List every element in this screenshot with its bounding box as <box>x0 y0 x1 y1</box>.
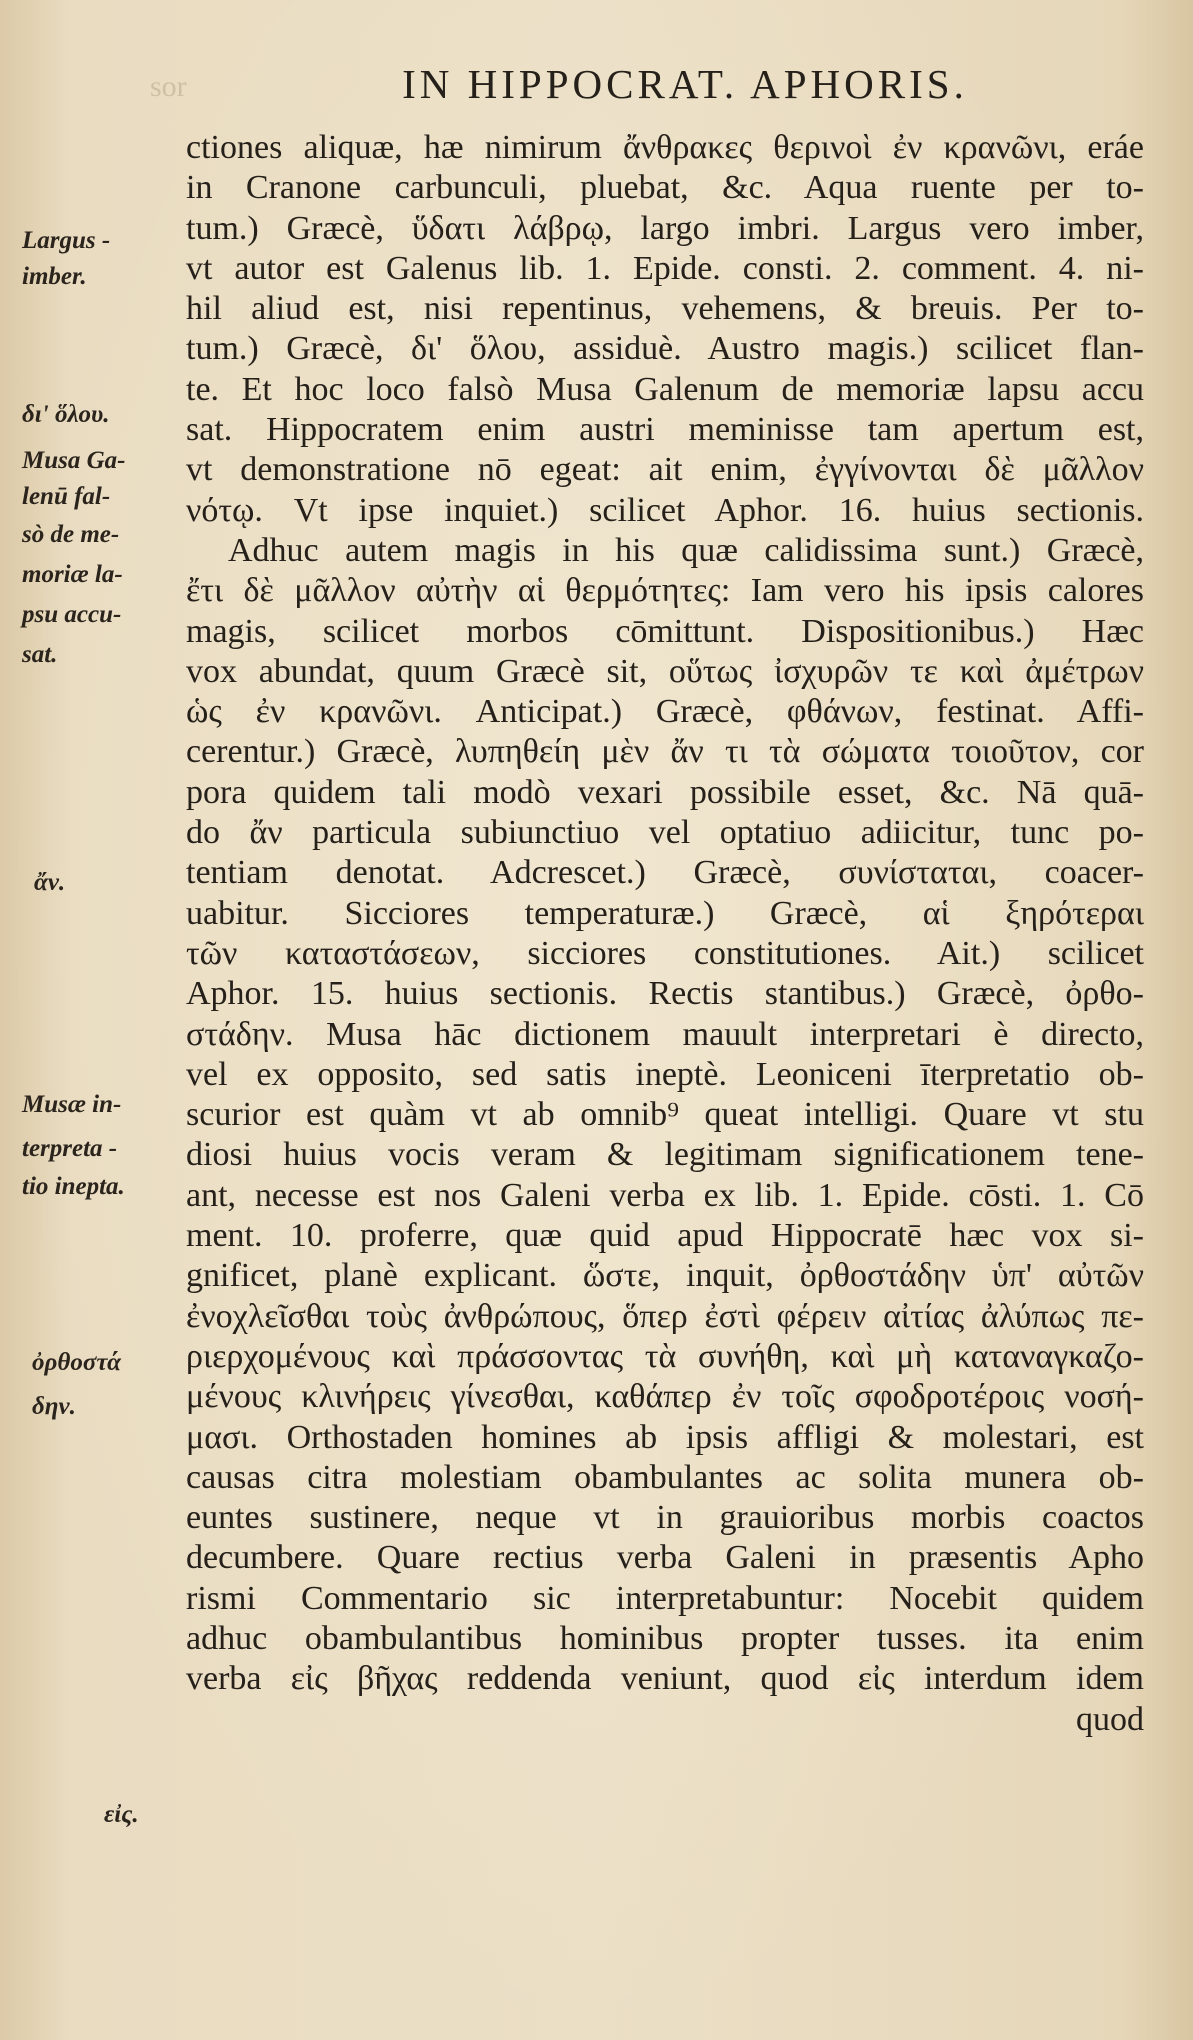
text-line: cerentur.) Græcè, λυπηθείη μὲν ἄν τι τὰ σώματα τοιοῦτον, cor <box>186 733 1144 771</box>
margin-note-di-holou: δι' ὅλου. <box>22 401 110 428</box>
catchword: quod <box>1076 1700 1144 1738</box>
text-line: vt demonstratione nō egeat: ait enim, ἐγγίνονται δὲ μᾶλλον <box>186 451 1144 489</box>
margin-note-so-de-me: sò de me- <box>22 521 120 548</box>
margin-note-largus: Largus - <box>22 227 111 254</box>
text-line: gnificet, planè explicant. ὥστε, inquit, ὀρθοστάδην ὑπ' αὐτῶν <box>186 1257 1144 1295</box>
margin-note-lenu-fal: lenū fal- <box>22 483 111 510</box>
text-line: μασι. Orthostaden homines ab ipsis affligi & molestari, est <box>186 1418 1144 1456</box>
text-line: hil aliud est, nisi repentinus, vehemens, & breuis. Per to- <box>186 290 1144 328</box>
text-line: ἐνοχλεῖσθαι τοὺς ἀνθρώπους, ὅπερ ἐστὶ φέρειν αἰτίας ἀλύπως πε- <box>186 1297 1144 1335</box>
text-line: adhuc obambulantibus hominibus propter tusses. ita enim <box>186 1619 1144 1657</box>
text-line: sat. Hippocratem enim austri meminisse tam apertum est, <box>186 411 1144 449</box>
text-line: Adhuc autem magis in his quæ calidissima sunt.) Græcè, <box>228 531 1144 569</box>
text-line: ant, necesse est nos Galeni verba ex lib. 1. Epide. cōsti. 1. Cō <box>186 1176 1144 1214</box>
text-line: τῶν καταστάσεων, sicciores constitutiones. Ait.) scilicet <box>186 934 1144 972</box>
margin-note-musae-in: Musæ in- <box>22 1091 122 1118</box>
text-line: Aphor. 15. huius sectionis. Rectis stantibus.) Græcè, ὀρθο- <box>186 975 1144 1013</box>
margin-note-den: δην. <box>32 1393 76 1420</box>
text-line: στάδην. Musa hāc dictionem mauult interpretari è directo, <box>186 1015 1144 1053</box>
margin-note-moriae-la: moriæ la- <box>22 561 123 588</box>
text-line: tum.) Græcè, ὕδατι λάβρῳ, largo imbri. Largus vero imber, <box>186 209 1144 247</box>
text-line: vt autor est Galenus lib. 1. Epide. consti. 2. comment. 4. ni- <box>186 249 1144 287</box>
text-line: magis, scilicet morbos cōmittunt. Dispositionibus.) Hæc <box>186 612 1144 650</box>
folio-ghost-mark: sor <box>150 70 187 103</box>
margin-note-an: ἄν. <box>34 869 66 896</box>
text-line: ἔτι δὲ μᾶλλον αὐτὴν αἱ θερμότητες: Iam vero his ipsis calores <box>186 572 1144 610</box>
text-line: ment. 10. proferre, quæ quid apud Hippocratē hæc vox si- <box>186 1217 1144 1255</box>
text-line: vox abundat, quum Græcè sit, οὕτως ἰσχυρῶν τε καὶ ἀμέτρων <box>186 652 1144 690</box>
text-line: νότῳ. Vt ipse inquiet.) scilicet Aphor. 16. huius sectionis. <box>186 491 1144 529</box>
margin-note-terpreta: terpreta - <box>22 1135 118 1162</box>
margin-note-eis: εἰς. <box>104 1801 139 1828</box>
text-line: decumbere. Quare rectius verba Galeni in præsentis Apho <box>186 1539 1144 1577</box>
text-line: in Cranone carbunculi, pluebat, &c. Aqua ruente per to- <box>186 169 1144 207</box>
text-line: pora quidem tali modò vexari possibile esset, &c. Nā quā- <box>186 773 1144 811</box>
text-line: te. Et hoc loco falsò Musa Galenum de memoriæ lapsu accu <box>186 370 1144 408</box>
margin-note-imber: imber. <box>22 263 87 290</box>
margin-note-tio-inepta: tio inepta. <box>22 1173 125 1200</box>
text-line: diosi huius vocis veram & legitimam significationem tene- <box>186 1136 1144 1174</box>
main-text-column <box>186 128 1144 1740</box>
text-line: tentiam denotat. Adcrescet.) Græcè, συνίσταται, coacer- <box>186 854 1144 892</box>
text-line: euntes sustinere, neque vt in grauioribus morbis coactos <box>186 1499 1144 1537</box>
margin-note-musa-ga: Musa Ga- <box>22 447 126 474</box>
text-line: verba εἰς βῆχας reddenda veniunt, quod εἰς interdum idem <box>186 1660 1144 1698</box>
margin-note-sat: sat. <box>22 641 58 668</box>
text-line: tum.) Græcè, δι' ὅλου, assiduè. Austro magis.) scilicet flan- <box>186 330 1144 368</box>
running-header: IN HIPPOCRAT. APHORIS. <box>402 61 968 107</box>
margin-note-orthosta: ὀρθοστά <box>32 1349 121 1376</box>
text-line: vel ex opposito, sed satis ineptè. Leoniceni īterpretatio ob- <box>186 1055 1144 1093</box>
text-line: ὡς ἐν κρανῶνι. Anticipat.) Græcè, φθάνων, festinat. Affi- <box>186 693 1144 731</box>
text-line: ριερχομένους καὶ πράσσοντας τὰ συνήθη, καὶ μὴ καταναγκαζο- <box>186 1337 1144 1375</box>
text-line: uabitur. Sicciores temperaturæ.) Græcè, αἱ ξηρότεραι <box>186 894 1144 932</box>
text-line: causas citra molestiam obambulantes ac solita munera ob- <box>186 1458 1144 1496</box>
text-line: rismi Commentario sic interpretabuntur: Nocebit quidem <box>186 1579 1144 1617</box>
text-line: μένους κλινήρεις γίνεσθαι, καθάπερ ἐν τοῖς σφοδροτέροις νοσή- <box>186 1378 1144 1416</box>
margin-note-psu-accu: psu accu- <box>22 601 122 628</box>
text-line: scurior est quàm vt ab omnib⁹ queat intelligi. Quare vt stu <box>186 1096 1144 1134</box>
text-line: ctiones aliquæ, hæ nimirum ἄνθρακες θερινοὶ ἐν κρανῶνι, eráe <box>186 129 1144 166</box>
text-line: do ἄν particula subiunctiuo vel optatiuo adiicitur, tunc po- <box>186 814 1144 852</box>
